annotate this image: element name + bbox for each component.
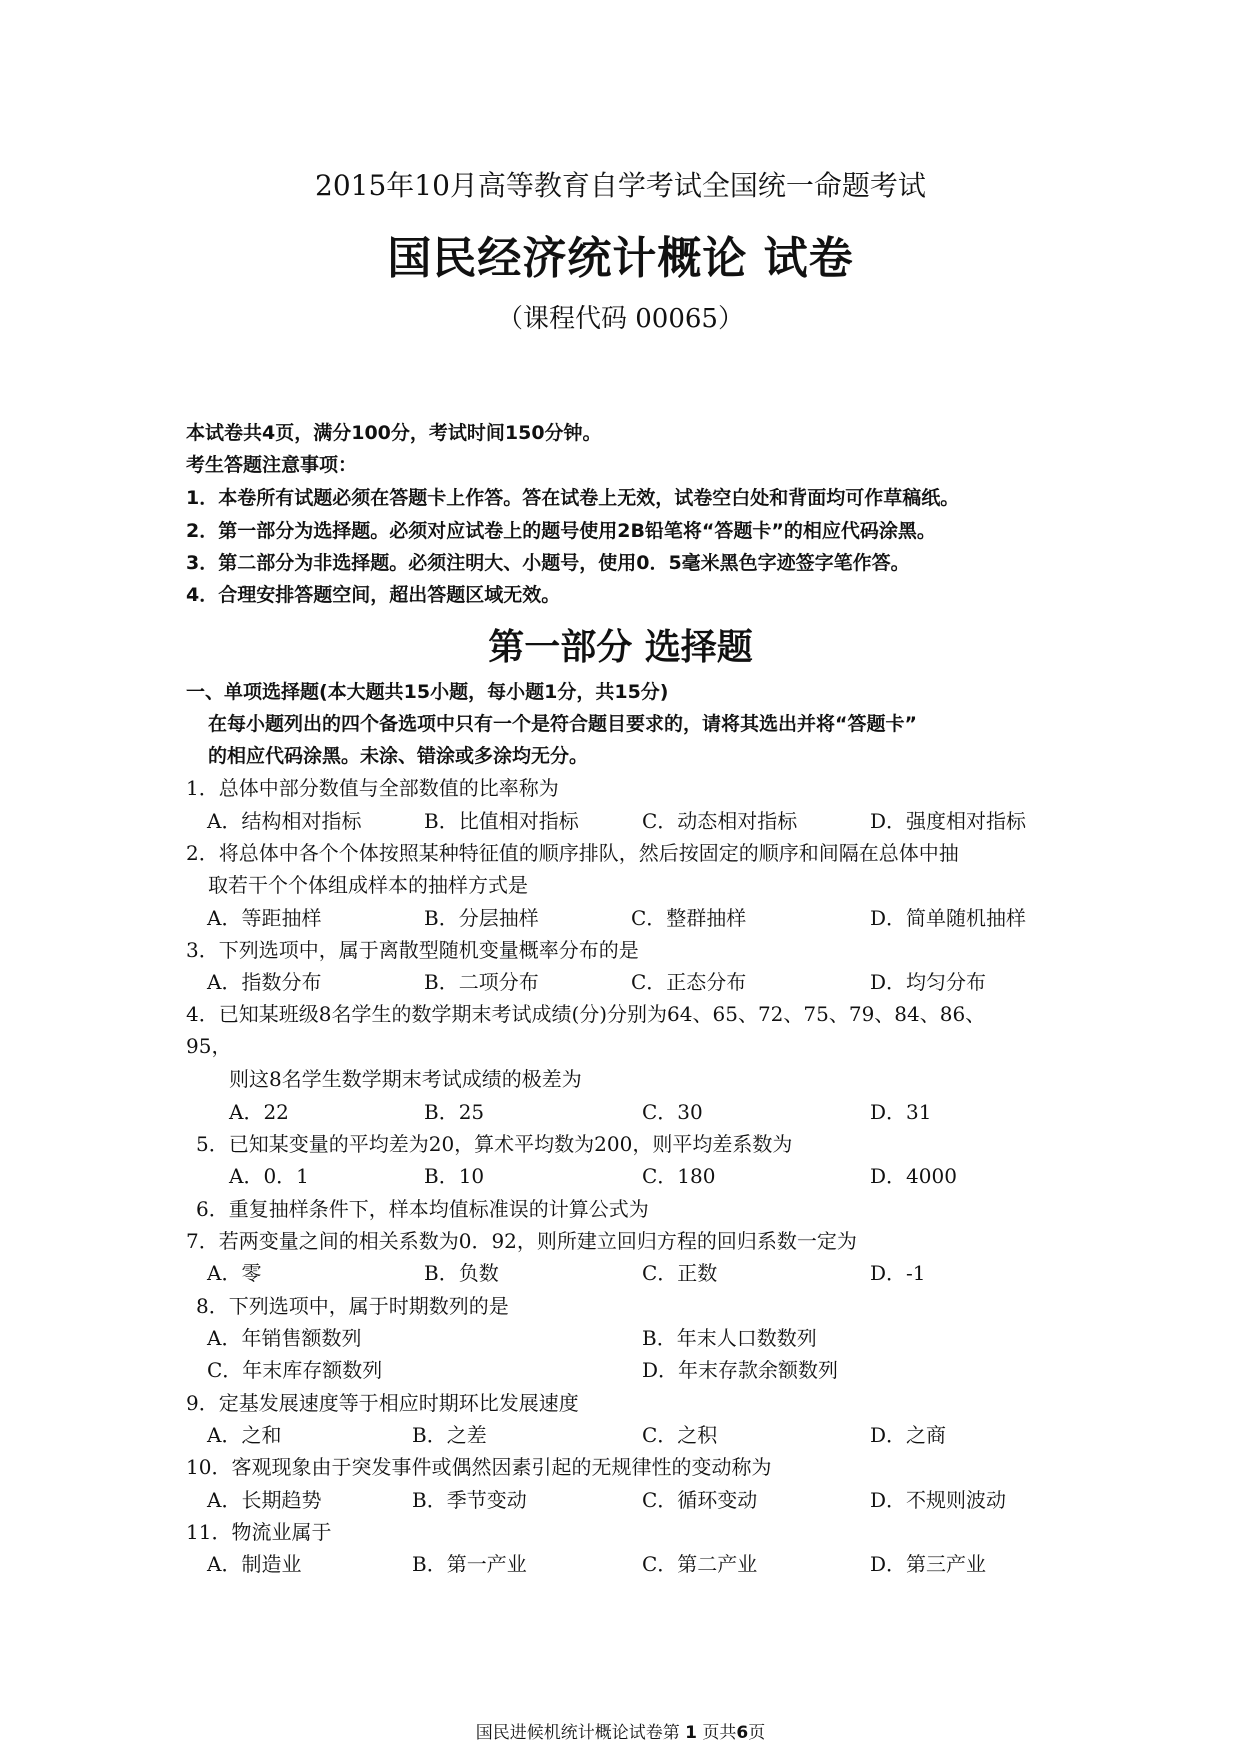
section-instruction: 在每小题列出的四个备选项中只有一个是符合题目要求的，请将其选出并将“答题卡”: [208, 713, 917, 735]
footer-middle: 页共: [702, 1723, 737, 1743]
course-code: （课程代码 00065）: [497, 304, 744, 334]
option-d: D．年末存款余额数列: [642, 1358, 839, 1382]
option-b: B．之差: [412, 1423, 487, 1447]
option-c: C．180: [642, 1164, 716, 1188]
option-a: A．等距抽样: [207, 906, 322, 930]
question-text: 6．重复抽样条件下，样本均值标准误的计算公式为: [196, 1197, 649, 1221]
notice-item: 4．合理安排答题空间，超出答题区域无效。: [186, 584, 561, 606]
option-a: A．22: [229, 1100, 289, 1124]
question-text: 2．将总体中各个个体按照某种特征值的顺序排队，然后按固定的顺序和间隔在总体中抽: [186, 841, 959, 865]
option-a: A．之和: [207, 1423, 282, 1447]
option-a: A．制造业: [207, 1552, 302, 1576]
option-a: A．结构相对指标: [207, 809, 362, 833]
question-text: 11．物流业属于: [186, 1520, 332, 1544]
notice-item: 3．第二部分为非选择题。必须注明大、小题号，使用0．5毫米黑色字迹签字笔作答。: [186, 552, 910, 574]
option-a: A．零: [207, 1261, 262, 1285]
option-b: B．比值相对指标: [424, 809, 579, 833]
option-a: A．0．1: [229, 1164, 309, 1188]
option-d: D．31: [870, 1100, 932, 1124]
option-b: B．季节变动: [412, 1488, 527, 1512]
notice-heading: 考生答题注意事项：: [186, 454, 358, 476]
notice-summary: 本试卷共4页，满分100分，考试时间150分钟。: [186, 422, 602, 444]
notice-item: 1．本卷所有试题必须在答题卡上作答。答在试卷上无效，试卷空白处和背面均可作草稿纸。: [186, 487, 960, 509]
subject-title: 国民经济统计概论 试卷: [387, 233, 854, 284]
option-a: A．指数分布: [207, 970, 322, 994]
question-text: 10．客观现象由于突发事件或偶然因素引起的无规律性的变动称为: [186, 1455, 772, 1479]
question-text: 8．下列选项中，属于时期数列的是: [196, 1294, 509, 1318]
option-d: D．不规则波动: [870, 1488, 1007, 1512]
exam-title: 2015年10月高等教育自学考试全国统一命题考试: [315, 169, 926, 202]
footer-page-number: 1: [685, 1723, 697, 1743]
option-d: D．-1: [870, 1261, 926, 1285]
option-d: D．强度相对指标: [870, 809, 1027, 833]
question-text-cont: 取若干个个体组成样本的抽样方式是: [208, 873, 528, 897]
question-text-cont: 则这8名学生数学期末考试成绩的极差为: [229, 1067, 582, 1091]
option-d: D．之商: [870, 1423, 947, 1447]
option-d: D．均匀分布: [870, 970, 987, 994]
question-text-cont: 95，: [186, 1034, 232, 1058]
option-c: C．正态分布: [631, 970, 747, 994]
page-footer: [0, 1718, 1241, 1743]
option-b: B．年末人口数数列: [642, 1326, 817, 1350]
option-c: C．30: [642, 1100, 703, 1124]
part-title: 第一部分 选择题: [488, 627, 753, 668]
option-c: C．第二产业: [642, 1552, 758, 1576]
option-a: A．年销售额数列: [207, 1326, 362, 1350]
option-c: C．循环变动: [642, 1488, 758, 1512]
option-c: C．之积: [642, 1423, 718, 1447]
question-text: 1．总体中部分数值与全部数值的比率称为: [186, 776, 559, 800]
option-b: B．第一产业: [412, 1552, 527, 1576]
option-c: C．年末库存额数列: [207, 1358, 383, 1382]
option-d: D．简单随机抽样: [870, 906, 1027, 930]
option-d: D．4000: [870, 1164, 957, 1188]
option-b: B．负数: [424, 1261, 499, 1285]
option-b: B．二项分布: [424, 970, 539, 994]
option-c: C．正数: [642, 1261, 718, 1285]
notice-item: 2．第一部分为选择题。必须对应试卷上的题号使用2B铅笔将“答题卡”的相应代码涂黑。: [186, 520, 936, 542]
option-b: B．10: [424, 1164, 485, 1188]
question-text: 4．已知某班级8名学生的数学期末考试成绩(分)分别为64、65、72、75、79、84、86、: [186, 1002, 986, 1026]
footer-total-pages: 6: [736, 1723, 749, 1743]
question-text: 7．若两变量之间的相关系数为0．92，则所建立回归方程的回归系数一定为: [186, 1229, 857, 1253]
question-text: 3．下列选项中，属于离散型随机变量概率分布的是: [186, 938, 639, 962]
option-a: A．长期趋势: [207, 1488, 322, 1512]
footer-prefix: 国民进候机统计概论试卷第: [475, 1723, 680, 1743]
option-c: C．动态相对指标: [642, 809, 798, 833]
question-text: 9．定基发展速度等于相应时期环比发展速度: [186, 1391, 579, 1415]
option-c: C．整群抽样: [631, 906, 747, 930]
section-instruction: 的相应代码涂黑。未涂、错涂或多涂均无分。: [208, 745, 589, 767]
question-text: 5．已知某变量的平均差为20，算术平均数为200，则平均差系数为: [196, 1132, 793, 1156]
footer-suffix: 页: [748, 1723, 766, 1743]
option-d: D．第三产业: [870, 1552, 987, 1576]
option-b: B．分层抽样: [424, 906, 539, 930]
option-b: B．25: [424, 1100, 485, 1124]
section-heading: 一、单项选择题(本大题共15小题，每小题1分，共15分): [186, 681, 669, 703]
